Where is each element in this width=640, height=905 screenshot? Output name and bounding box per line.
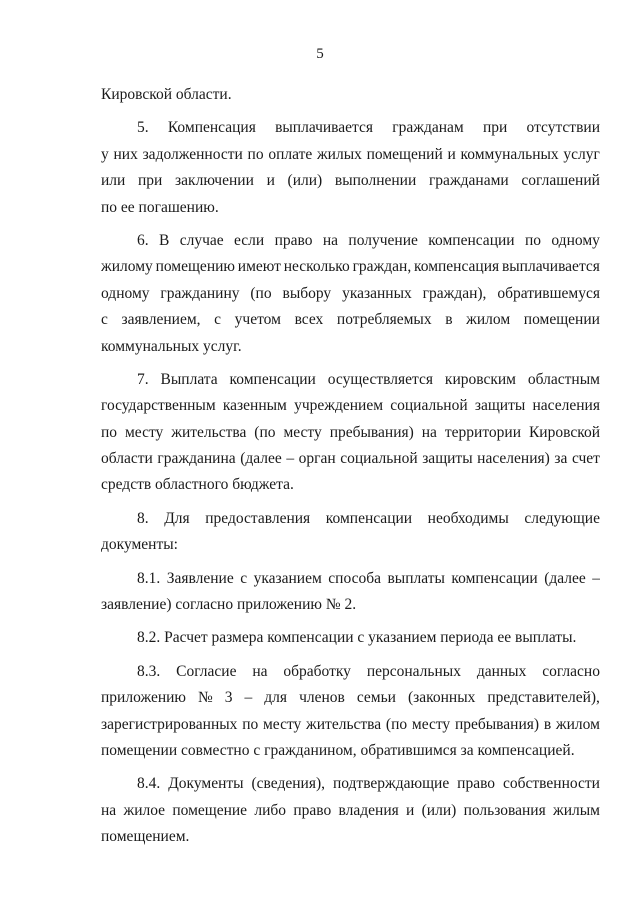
word: жилому <box>101 258 153 276</box>
word: помещений <box>366 145 443 163</box>
word: Для <box>164 509 190 527</box>
text-line <box>101 367 600 393</box>
word: жилым <box>553 801 600 819</box>
word: указанных <box>342 284 412 302</box>
word: компенсации <box>428 231 515 249</box>
paragraph-gap <box>101 559 600 566</box>
word: гражданам <box>392 119 464 137</box>
word: 7. <box>137 370 149 388</box>
text-line: помещении совместно с гражданином, обратившимся за компенсацией. <box>101 741 575 759</box>
word: (сведения), <box>251 775 325 793</box>
text-line <box>101 228 600 254</box>
word: отсутствии <box>526 119 600 137</box>
word: (по <box>250 284 272 302</box>
paragraph <box>101 82 600 108</box>
word: В <box>159 231 170 249</box>
word: данных <box>476 662 527 680</box>
text-line <box>101 115 600 141</box>
paragraph <box>101 625 600 651</box>
paragraph <box>101 771 600 850</box>
word: гражданина <box>157 450 236 468</box>
word: если <box>234 231 265 249</box>
word: населения) <box>477 450 550 468</box>
word: защиты <box>422 450 473 468</box>
word: 8.3. <box>137 662 161 680</box>
word: на <box>322 231 339 249</box>
word: пользования <box>463 801 546 819</box>
word: одному <box>101 284 150 302</box>
word: граждан, <box>352 258 412 276</box>
text-line <box>101 420 600 446</box>
word: соглашений <box>521 172 600 190</box>
word: заявлением, <box>121 311 201 329</box>
word: при <box>482 119 508 137</box>
word: выплачивается <box>275 119 374 137</box>
text-line <box>101 712 600 738</box>
paragraph <box>101 228 600 360</box>
word: месту <box>125 423 164 441</box>
word: семьи <box>356 689 396 707</box>
word: жительства <box>171 423 247 441</box>
word: потребляемых <box>336 311 432 329</box>
word: зарегистрированных <box>101 715 238 733</box>
text-line: помещением. <box>101 828 190 846</box>
page-number: 5 <box>316 46 324 62</box>
word: помещению <box>155 258 235 276</box>
word: (по <box>385 715 408 733</box>
word: в <box>445 311 453 329</box>
word: государственным <box>101 397 216 415</box>
word: при <box>138 172 163 190</box>
text-line <box>101 168 600 194</box>
word: Компенсация <box>167 119 256 137</box>
word: (или) <box>287 172 323 190</box>
word: способа <box>328 569 381 587</box>
word: осуществляется <box>327 370 434 388</box>
word: учетом <box>234 311 281 329</box>
word: (по <box>254 423 276 441</box>
word: орган <box>298 450 336 468</box>
word: (далее <box>544 569 586 587</box>
word: выбору <box>282 284 332 302</box>
text-line <box>101 254 600 280</box>
word: пребывания) <box>454 715 540 733</box>
word: несколько <box>283 258 350 276</box>
word: казенным <box>222 397 287 415</box>
word: членов <box>299 689 345 707</box>
word: и <box>447 145 456 163</box>
word: одному <box>551 231 600 249</box>
word: областным <box>527 370 600 388</box>
word: либо <box>254 801 287 819</box>
word: помещение <box>172 801 248 819</box>
word: за <box>554 450 568 468</box>
word: них <box>113 145 138 163</box>
text-line <box>101 506 600 532</box>
text-line: заявление) согласно приложению № 2. <box>101 596 357 614</box>
word: социальной <box>390 397 468 415</box>
word: по <box>524 231 541 249</box>
word: Кировской <box>528 423 600 441</box>
paragraph-gap <box>101 221 600 228</box>
paragraph-gap <box>101 652 600 659</box>
word: (далее <box>240 450 282 468</box>
paragraph-gap <box>101 618 600 625</box>
word: территории <box>444 423 522 441</box>
text-line <box>101 307 600 333</box>
paragraph <box>101 566 600 619</box>
paragraph <box>101 115 600 221</box>
word: жилом <box>466 311 511 329</box>
word: у <box>101 145 109 163</box>
word: право <box>457 775 496 793</box>
word: счет <box>571 450 600 468</box>
paragraph-gap <box>101 360 600 367</box>
word: населения <box>532 397 600 415</box>
word: (или) <box>421 801 457 819</box>
word: помещении <box>523 311 600 329</box>
text-line: 8.2. Расчет размера компенсации с указанием периода ее выплаты. <box>137 629 577 647</box>
text-line: документы: <box>101 536 178 554</box>
paragraph <box>101 659 600 765</box>
word: согласно <box>542 662 600 680</box>
word: жилое <box>123 801 166 819</box>
word: представителей), <box>487 689 600 707</box>
word: защиты <box>474 397 526 415</box>
word: владения <box>338 801 399 819</box>
word: выплаты <box>387 569 445 587</box>
word: по <box>247 145 264 163</box>
text-line: коммунальных услуг. <box>101 337 242 355</box>
text-line <box>101 771 600 797</box>
word: жительства <box>306 715 382 733</box>
word: компенсации <box>325 509 413 527</box>
paragraph <box>101 506 600 559</box>
text-line <box>101 566 600 592</box>
word: пребывания) <box>329 423 414 441</box>
word: Заявление <box>166 569 234 587</box>
text-line <box>101 142 600 168</box>
word: кировским <box>444 370 516 388</box>
word: граждан), <box>422 284 487 302</box>
word: предоставления <box>205 509 311 527</box>
paragraph-gap <box>101 499 600 506</box>
word: приложению <box>101 689 186 707</box>
word: заключении <box>175 172 254 190</box>
word: собственности <box>503 775 600 793</box>
document-body <box>101 82 600 851</box>
word: 8. <box>137 509 149 527</box>
word: обработку <box>283 662 351 680</box>
text-line: средств областного бюджета. <box>101 476 294 494</box>
word: услуг <box>563 145 600 163</box>
text-line <box>101 446 600 472</box>
paragraph-gap <box>101 764 600 771</box>
word: № <box>198 689 213 707</box>
word: – <box>286 450 295 468</box>
text-line: по ее погашению. <box>101 198 219 216</box>
word: компенсации <box>451 569 538 587</box>
word: (законных <box>407 689 476 707</box>
word: случае <box>179 231 224 249</box>
text-line <box>101 798 600 824</box>
word: получение <box>348 231 418 249</box>
word: или <box>101 172 126 190</box>
word: выполнении <box>334 172 417 190</box>
word: Согласие <box>176 662 237 680</box>
paragraph-gap <box>101 108 600 115</box>
word: для <box>264 689 288 707</box>
word: задолженности <box>142 145 243 163</box>
word: на <box>252 662 268 680</box>
word: месту <box>411 715 451 733</box>
word: имеют <box>237 258 281 276</box>
word: необходимы <box>427 509 509 527</box>
word: оплате <box>268 145 313 163</box>
word: коммунальных <box>460 145 559 163</box>
word: всех <box>294 311 324 329</box>
word: компенсация <box>414 258 500 276</box>
word: гражданину <box>160 284 240 302</box>
word: выплачивается <box>501 258 600 276</box>
word: на <box>101 801 117 819</box>
word: жилых <box>316 145 362 163</box>
word: компенсации <box>229 370 316 388</box>
word: области <box>101 450 153 468</box>
word: – <box>592 569 600 587</box>
word: месту <box>263 715 302 733</box>
word: обратившемуся <box>497 284 600 302</box>
word: 8.1. <box>137 569 161 587</box>
text-line <box>101 659 600 685</box>
word: – <box>244 689 253 707</box>
word: 8.4. <box>137 775 161 793</box>
word: право <box>274 231 313 249</box>
word: подтверждающие <box>332 775 450 793</box>
text-line: Кировской области. <box>101 86 232 103</box>
word: и <box>406 801 415 819</box>
word: с <box>214 311 222 329</box>
word: 6. <box>137 231 149 249</box>
word: жилом <box>555 715 600 733</box>
word: Выплата <box>160 370 218 388</box>
word: 5. <box>137 119 149 137</box>
word: 3 <box>224 689 233 707</box>
word: с <box>240 569 248 587</box>
word: указанием <box>253 569 322 587</box>
word: на <box>421 423 437 441</box>
word: следующие <box>524 509 600 527</box>
text-line <box>101 685 600 711</box>
paragraph <box>101 367 600 499</box>
word: по <box>242 715 259 733</box>
word: гражданами <box>428 172 509 190</box>
word: Документы <box>168 775 244 793</box>
word: и <box>266 172 275 190</box>
word: с <box>101 311 108 329</box>
word: по <box>101 423 118 441</box>
word: персональных <box>366 662 461 680</box>
word: в <box>543 715 552 733</box>
word: месту <box>283 423 322 441</box>
word: право <box>293 801 332 819</box>
word: социальной <box>340 450 418 468</box>
text-line <box>101 393 600 419</box>
text-line <box>101 281 600 307</box>
word: учреждением <box>294 397 384 415</box>
